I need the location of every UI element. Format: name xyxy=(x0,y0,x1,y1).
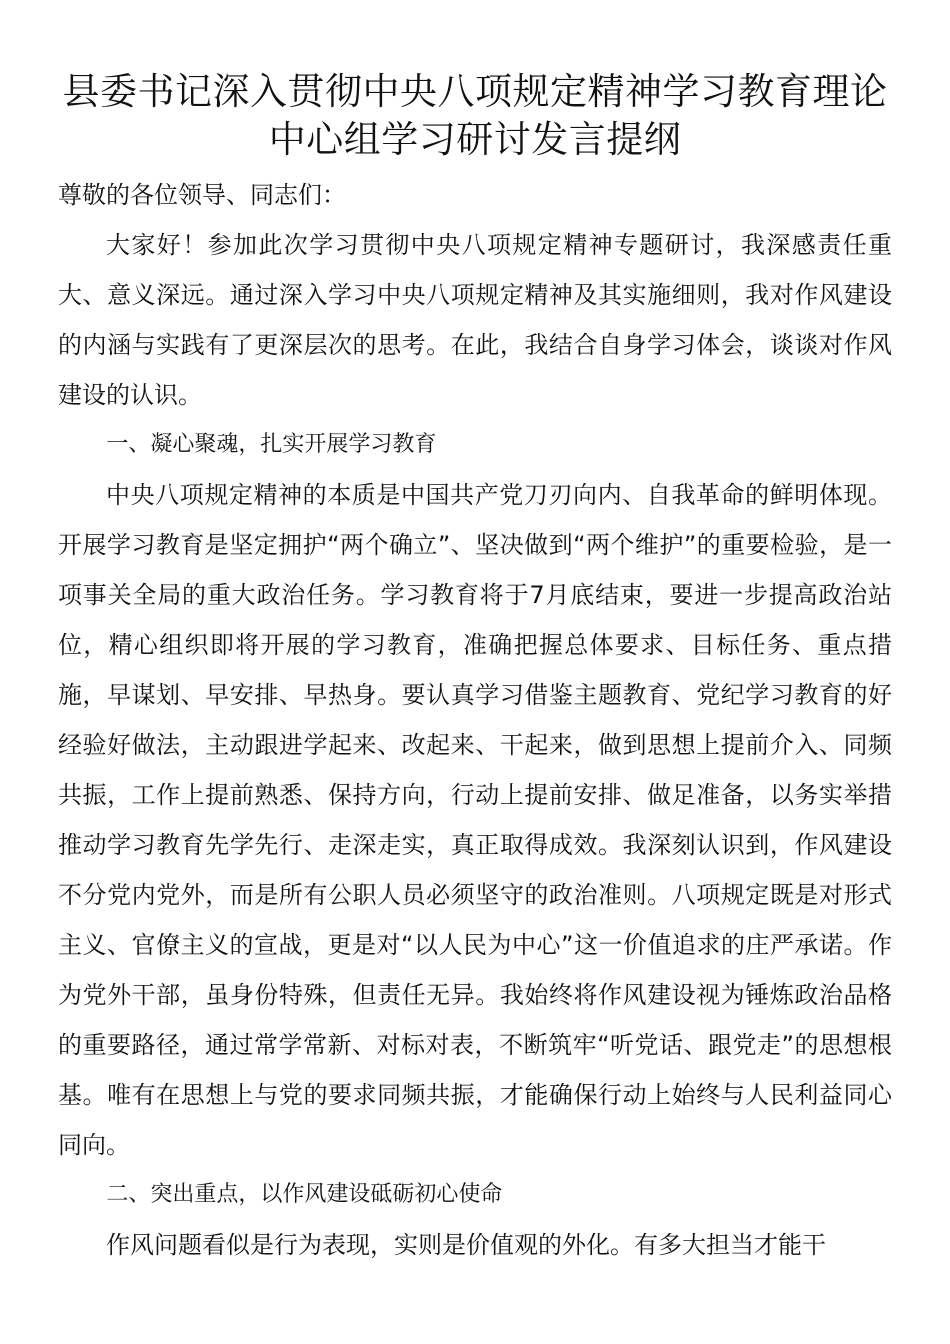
document-page xyxy=(58,68,892,1270)
section-1-heading: 一、凝心聚魂，扎实开展学习教育 xyxy=(106,432,437,457)
section-2-heading: 二、突出重点，以作风建设砥砺初心使命 xyxy=(106,1182,503,1207)
section-2-paragraph: 作风问题看似是行为表现，实则是价值观的外化。有多大担当才能干 xyxy=(106,1231,826,1259)
section-1-paragraph: 中央八项规定精神的本质是中国共产党刀刃向内、自我革命的鲜明体现。开展学习教育是坚定拥护“两个确立”、坚决做到“两个维护”的重要检验，是一项事关全局的重大政治任务。学习教育将于7月底结束，要进一步提高政治站位，精心组织即将开展的学习教育，准确把握总体要求、目标任务、重点措施，早谋划、早安排、早热身。要认真学习借鉴主题教育、党纪学习教育的好经验好做法，主动跟进学起来、改起来、干起来，做到思想上提前介入、同频共振，工作上提前熟悉、保持方向，行动上提前安排、做足准备，以务实举措推动学习教育先学先行、走深走实，真正取得成效。我深刻认识到，作风建设不分党内党外，而是所有公职人员必须坚守的政治准则。八项规定既是对形式主义、官僚主义的宣战，更是对“以人民为中心”这一价值追求的庄严承诺。作为党外干部，虽身份特殊，但责任无异。我始终将作风建设视为锤炼政治品格的重要路径，通过常学常新、对标对表，不断筑牢“听党话、跟党走”的思想根基。唯有在思想上与党的要求同频共振，才能确保行动上始终与人民利益同心同向。 xyxy=(58,481,892,1159)
salutation: 尊敬的各位领导、同志们： xyxy=(58,181,346,209)
intro-paragraph: 大家好！参加此次学习贯彻中央八项规定精神专题研讨，我深感责任重大、意义深远。通过深入学习中央八项规定精神及其实施细则，我对作风建设的内涵与实践有了更深层次的思考。在此，我结合自身学习体会，谈谈对作风建设的认识。 xyxy=(58,231,892,409)
document-title: 县委书记深入贯彻中央八项规定精神学习教育理论中心组学习研讨发言提纲 xyxy=(62,70,888,161)
